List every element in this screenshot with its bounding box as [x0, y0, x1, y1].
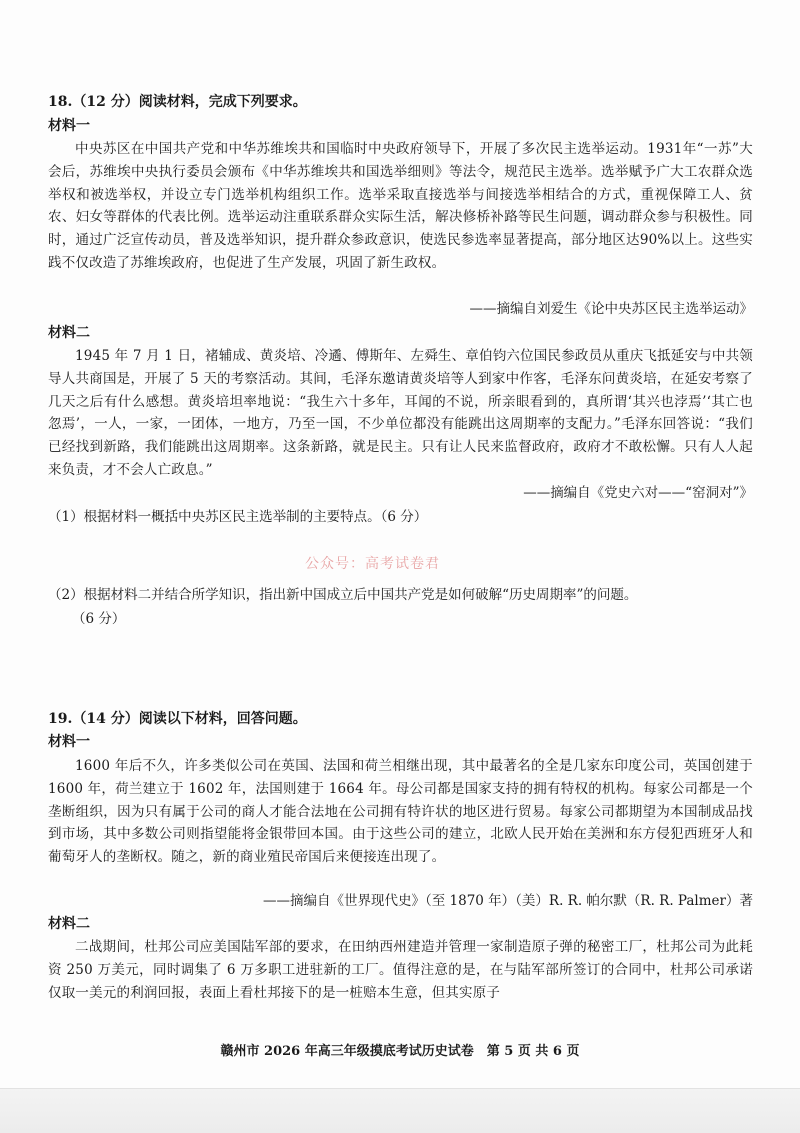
q18-material2-source: ——摘编自《党史六对——“窑洞对”》 — [523, 485, 753, 501]
page-footer: 赣州市 2026 年高三年级摸底考试历史试卷 第 5 页 共 6 页 — [220, 1044, 580, 1059]
q18-subquestion-1: （1）根据材料一概括中央苏区民主选举制的主要特点。（6 分） — [48, 509, 428, 525]
page-bottom-edge — [0, 1088, 800, 1133]
q19-header: 19.（14 分）阅读以下材料，回答问题。 — [48, 711, 307, 727]
q18-material1-source: ——摘编自刘爱生《论中央苏区民主选举运动》 — [469, 301, 753, 317]
q19-material2-label: 材料二 — [48, 916, 90, 932]
q18-material2-text: 1945 年 7 月 1 日，褚辅成、黄炎培、冷遹、傅斯年、左舜生、章伯钧六位国民参政员从重庆飞抵延安与中共领导人共商国是，开展了 5 天的考察活动。其间，毛泽东邀请黄炎培等人到家中作客，毛泽东问黄炎培，在延安考察了几天之后有什么感想。黄炎培坦率地说：“我生六十多年，耳闻的不说，所亲眼看到的，真所谓‘其兴也浡焉’‘其亡也忽焉’，一人，一家，一团体，一地方，乃至一国，不少单位都没有能跳出这周期率的支配力。”毛泽东回答说：“我们已经找到新路，我们能跳出这周期率。这条新路，就是民主。只有让人民来监督政府，政府才不敢松懈。只有人人起来负责，才不会人亡政息。” — [48, 348, 753, 478]
q18-subquestion-2-points: （6 分） — [72, 611, 126, 627]
q19-material1-text: 1600 年后不久，许多类似公司在英国、法国和荷兰相继出现，其中最著名的全是几家东印度公司，英国创建于 1600 年，荷兰建立于 1602 年，法国则建于 1664 年。母公司都是国家支持的拥有特权的机构。每家公司都是一个垄断组织，因为只有属于公司的商人才能合法地在公司拥有特许状的地区进行贸易。每家公司都期望为本国制成品找到市场，其中多数公司则指望能将金银带回本国。由于这些公司的建立，北欧人民开始在美洲和东方侵犯西班牙人和葡萄牙人的垄断权。随之，新的商业殖民帝国后来便接连出现了。 — [48, 758, 753, 866]
q18-subquestion-2: （2）根据材料二并结合所学知识，指出新中国成立后中国共产党是如何破解“历史周期率”的问题。 — [48, 587, 638, 603]
q18-material2-label: 材料二 — [48, 325, 90, 341]
q19-material1-source: ——摘编自《世界现代史》（至 1870 年）（美）R. R. 帕尔默（R. R. Palmer）著 — [262, 893, 753, 909]
q18-header: 18.（12 分）阅读材料，完成下列要求。 — [48, 94, 307, 110]
q19-material2-text: 二战期间，杜邦公司应美国陆军部的要求，在田纳西州建造并管理一家制造原子弹的秘密工厂，杜邦公司为此耗资 250 万美元，同时调集了 6 万多职工进驻新的工厂。值得注意的是，在与陆军部所签订的合同中，杜邦公司承诺仅取一美元的利润回报，表面上看杜邦接下的是一桩赔本生意，但其实原子 — [48, 939, 753, 1001]
q18-material1-text: 中央苏区在中国共产党和中华苏维埃共和国临时中央政府领导下，开展了多次民主选举运动。1931年“一苏”大会后，苏维埃中央执行委员会颁布《中华苏维埃共和国选举细则》等法令，规范民主选举。选举赋予广大工农群众选举权和被选举权，并设立专门选举机构组织工作。选举采取直接选举与间接选举相结合的方式，重视保障工人、贫农、妇女等群体的代表比例。选举运动注重联系群众实际生活，解决修桥补路等民生问题，调动群众参与积极性。同时，通过广泛宣传动员，普及选举知识，提升群众参政意识，使选民参选率显著提高，部分地区达90%以上。这些实践不仅改造了苏维埃政府，也促进了生产发展，巩固了新生政权。 — [48, 141, 753, 271]
q18-material1-label: 材料一 — [48, 118, 90, 134]
watermark: 公众号：高考试卷君 — [305, 556, 440, 572]
q19-material1-label: 材料一 — [48, 734, 90, 750]
